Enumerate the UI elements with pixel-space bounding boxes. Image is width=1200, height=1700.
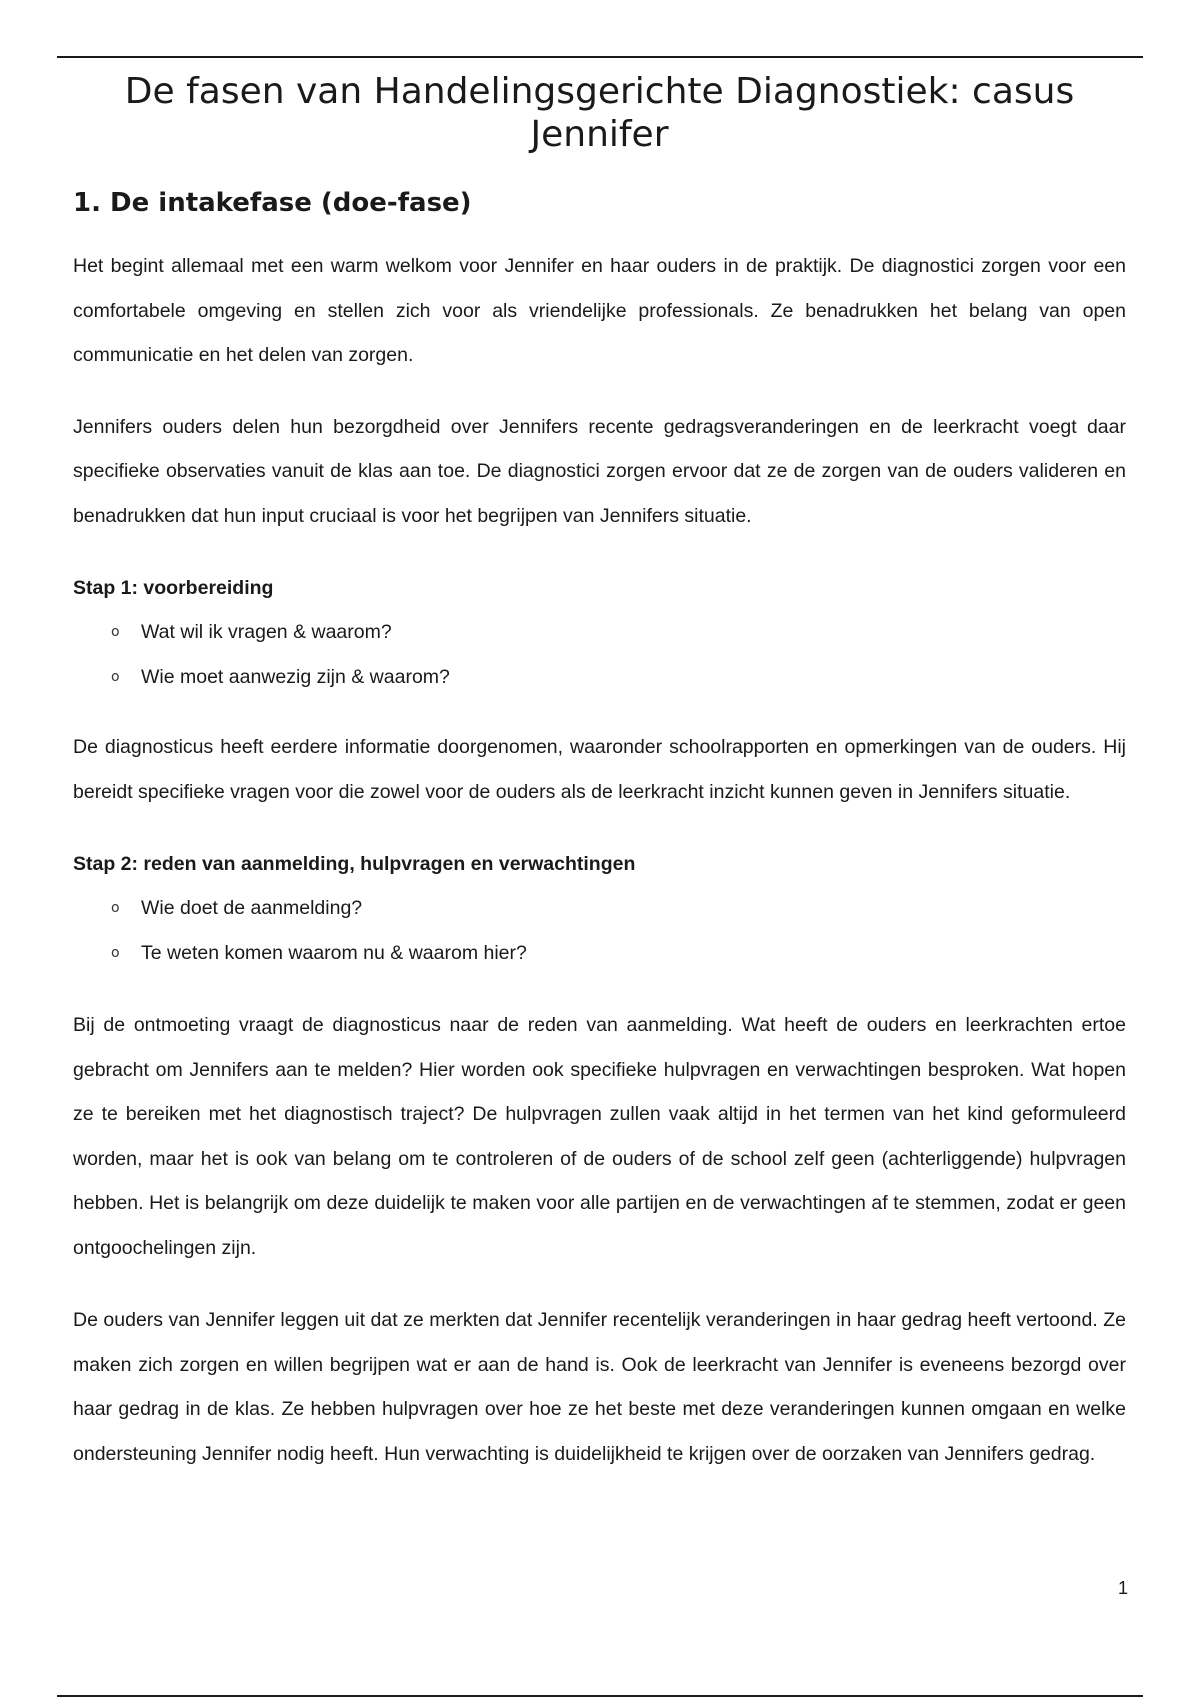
step-2-heading: Stap 2: reden van aanmelding, hulpvragen en verwachtingen [73, 853, 636, 875]
circle-bullet-icon: o [111, 624, 120, 640]
paragraph-concerns: Jennifers ouders delen hun bezorgdheid over Jennifers recente gedragsveranderingen en de leerkracht voegt daar specifieke observaties vanuit de klas aan toe. De diagnostici zorgen ervoor dat ze de zorgen van de ouders valideren en benadrukken dat hun input cruciaal is voor het begrijpen van Jennifers situatie. [73, 415, 1126, 527]
list-item [111, 655, 1126, 700]
step-1-bullet-list [73, 610, 1126, 699]
list-item [111, 931, 1126, 976]
step-1-heading: Stap 1: voorbereiding [73, 577, 274, 599]
circle-bullet-icon: o [111, 668, 120, 685]
paragraph-welcome: Het begint allemaal met een warm welkom voor Jennifer en haar ouders in de praktijk. De diagnostici zorgen voor een comfortabele omgeving en stellen zich voor als vriendelijke professionals. Ze benadrukken het belang van open communicatie en het delen van zorgen. [73, 255, 1126, 366]
list-item [111, 610, 1126, 655]
list-item-text: Wie moet aanwezig zijn & waarom? [141, 665, 450, 688]
paragraph-referral-reason: Bij de ontmoeting vraagt de diagnosticus naar de reden van aanmelding. Wat heeft de ouders en leerkrachten ertoe gebracht om Jennifers aan te melden? Hier worden ook specifieke hulpvragen en verwachtingen besproken. Wat hopen ze te bereiken met het diagnostisch traject? De hulpvragen zullen vaak altijd in het termen van het kind geformuleerd worden, maar het is ook van belang om te controleren of de ouders of de school zelf geen (achterliggende) hulpvragen hebben. Het is belangrijk om deze duidelijk te maken voor alle partijen en de verwachtingen af te stemmen, zodat er geen ontgoochelingen zijn. [73, 1014, 1126, 1259]
list-item-text: Wat wil ik vragen & waarom? [141, 621, 392, 643]
top-rule [57, 56, 1143, 58]
paragraph-preparation: De diagnosticus heeft eerdere informatie doorgenomen, waaronder schoolrapporten en opmerkingen van de ouders. Hij bereidt specifieke vragen voor die zowel voor de ouders als de leerkracht inzicht kunnen geven in Jennifers situatie. [73, 736, 1126, 803]
document-title: De fasen van Handelingsgerichte Diagnostiek: casus Jennifer [124, 71, 1075, 155]
step-2-bullet-list [73, 886, 1126, 975]
circle-bullet-icon: o [111, 900, 120, 916]
paragraph-parents-explain: De ouders van Jennifer leggen uit dat ze merkten dat Jennifer recentelijk veranderingen in haar gedrag heeft vertoond. Ze maken zich zorgen en willen begrijpen wat er aan de hand is. Ook de leerkracht van Jennifer is eveneens bezorgd over haar gedrag in de klas. Ze hebben hulpvragen over hoe ze het beste met deze veranderingen kunnen omgaan en welke ondersteuning Jennifer nodig heeft. Hun verwachting is duidelijkheid te krijgen over de oorzaken van Jennifers gedrag. [73, 1309, 1126, 1465]
circle-bullet-icon: o [111, 944, 120, 961]
list-item-text: Te weten komen waarom nu & waarom hier? [141, 941, 527, 964]
page-number: 1 [1117, 1578, 1128, 1598]
section-heading: 1. De intakefase (doe-fase) [73, 188, 472, 218]
list-item-text: Wie doet de aanmelding? [141, 897, 363, 919]
bottom-rule [57, 1695, 1143, 1697]
list-item [111, 886, 1126, 931]
document-page [73, 66, 1126, 1476]
